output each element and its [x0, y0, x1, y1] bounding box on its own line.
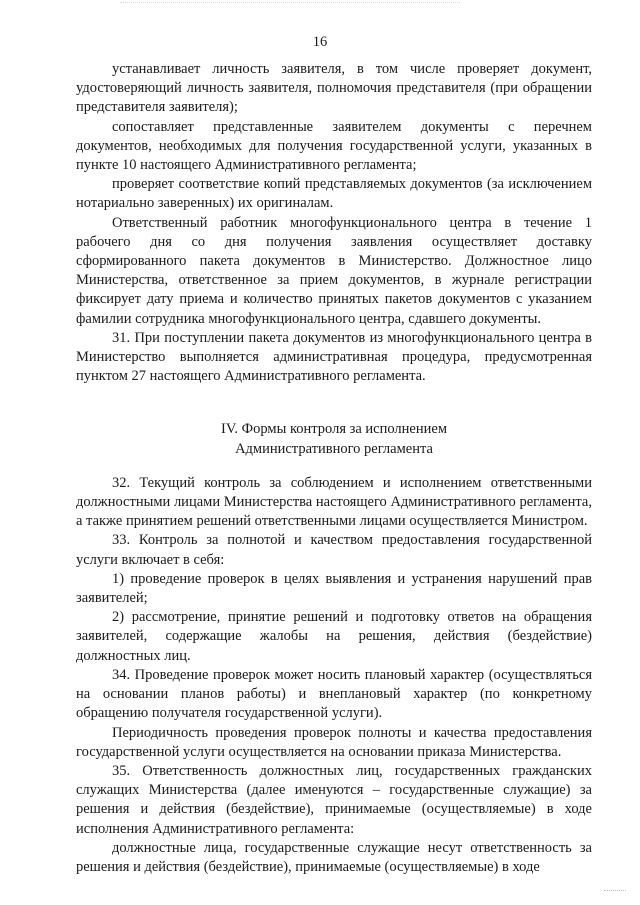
page-number: 16: [312, 34, 328, 50]
paragraph: 35. Ответственность должностных лиц, государственных гражданских служащих Министерства (далее именуются – государственные служащие) за решения и действия (бездействие), принимаемые (осуществляемые) в ходе исполнения Административного регламента:: [76, 762, 592, 837]
paragraph: 31. При поступлении пакета документов из многофункционального центра в Министерство выполняется административная процедура, предусмотренная пунктом 27 настоящего Административного регламента.: [76, 329, 592, 385]
section-title-line-2: Административного регламента: [235, 440, 433, 457]
paragraph: Периодичность проведения проверок полноты и качества предоставления государственной услуги осуществляется на основании приказа Министерства.: [76, 724, 592, 760]
paragraph: должностные лица, государственные служащие несут ответственность за решения и действия (бездействие), принимаемые (осуществляемые) в ходе: [76, 839, 592, 875]
scan-artifact: [120, 2, 460, 9]
paragraph: 33. Контроль за полнотой и качеством предоставления государственной услуги включает в себя:: [76, 532, 592, 568]
paragraph: 1) проведение проверок в целях выявления и устранения нарушений прав заявителей;: [76, 570, 592, 607]
document-body: [76, 60, 592, 877]
paragraph: 32. Текущий контроль за соблюдением и исполнением ответственными должностными лицами Министерства настоящего Административного регламента, а также принятием решений ответственными лицами осуществляется Министром.: [76, 474, 592, 530]
paragraph: 2) рассмотрение, принятие решений и подготовку ответов на обращения заявителей, содержащие жалобы на решения, действия (бездействие) должностных лиц.: [76, 609, 592, 664]
paragraph: устанавливает личность заявителя, в том числе проверяет документ, удостоверяющий личность заявителя, полномочия представителя (при обращении представителя заявителя);: [76, 61, 592, 116]
section-heading: [76, 420, 592, 458]
paragraph: 34. Проведение проверок может носить плановый характер (осуществляться на основании планов работы) и внеплановый характер (по конкретному обращению получателя государственной услуги).: [76, 666, 592, 722]
section-title-line-1: IV. Формы контроля за исполнением: [221, 421, 447, 438]
scan-artifact: [604, 890, 626, 895]
paragraph: проверяет соответствие копий представляемых документов (за исключением нотариально заверенных) их оригиналам.: [76, 176, 592, 212]
paragraph: сопоставляет представленные заявителем документы с перечнем документов, необходимых для получения государственной услуги, указанных в пункте 10 настоящего Административного регламента;: [76, 118, 592, 174]
paragraph: Ответственный работник многофункционального центра в течение 1 рабочего дня со дня получения заявления осуществляет доставку сформированного пакета документов в Министерство. Должностное лицо Министерства, ответственное за прием документов, в журнале регистрации фиксирует дату приема и количество принятых пакетов документов с указанием фамилии сотрудника многофункционального центра, сдавшего документы.: [76, 214, 592, 327]
